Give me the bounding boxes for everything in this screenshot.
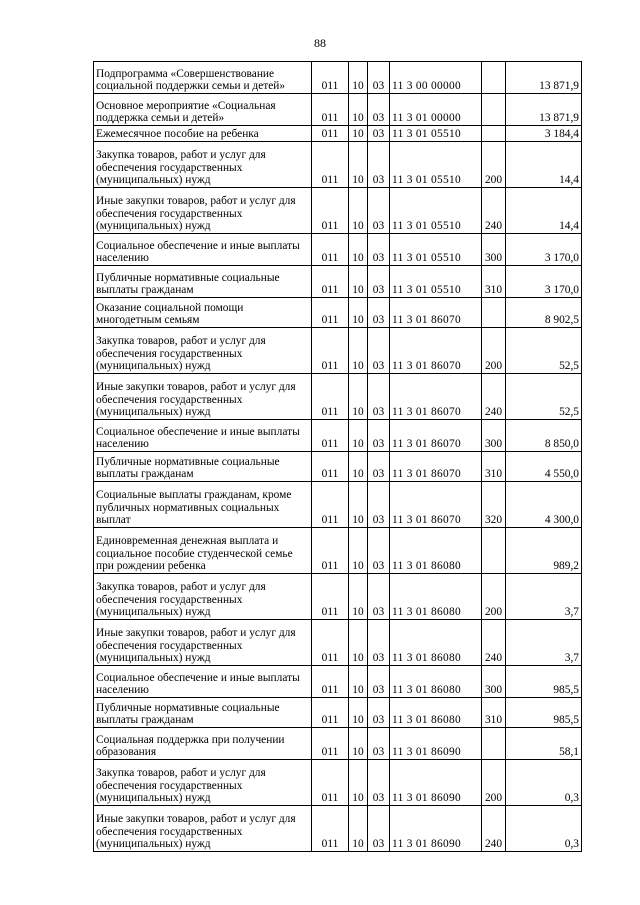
target-article-code: 11 3 01 86090	[390, 806, 482, 852]
row-name: Публичные нормативные социальные выплаты гражданам	[94, 698, 312, 728]
amount: 0,3	[506, 806, 582, 852]
row-name: Иные закупки товаров, работ и услуг для обеспечения государственных (муниципальных) нужд	[94, 806, 312, 852]
subsection-code: 03	[368, 94, 390, 126]
section-code: 10	[349, 266, 368, 298]
section-code: 10	[349, 482, 368, 528]
amount: 4 300,0	[506, 482, 582, 528]
expense-type-code: 300	[482, 420, 506, 452]
target-article-code: 11 3 01 05510	[390, 266, 482, 298]
expense-type-code	[482, 728, 506, 760]
ministry-code: 011	[312, 94, 349, 126]
table-row	[94, 328, 582, 374]
expense-type-code: 200	[482, 142, 506, 188]
ministry-code: 011	[312, 806, 349, 852]
expense-type-code: 200	[482, 574, 506, 620]
table-row	[94, 620, 582, 666]
row-name: Социальное обеспечение и иные выплаты населению	[94, 666, 312, 698]
amount: 13 871,9	[506, 62, 582, 94]
expense-type-code	[482, 528, 506, 574]
amount: 8 902,5	[506, 298, 582, 328]
expense-type-code: 200	[482, 328, 506, 374]
table-row	[94, 666, 582, 698]
expense-type-code	[482, 62, 506, 94]
table-row	[94, 188, 582, 234]
section-code: 10	[349, 452, 368, 482]
amount: 13 871,9	[506, 94, 582, 126]
subsection-code: 03	[368, 62, 390, 94]
amount: 58,1	[506, 728, 582, 760]
amount: 3,7	[506, 620, 582, 666]
subsection-code: 03	[368, 328, 390, 374]
expense-type-code: 320	[482, 482, 506, 528]
table-row	[94, 482, 582, 528]
expense-type-code: 310	[482, 698, 506, 728]
target-article-code: 11 3 01 86070	[390, 420, 482, 452]
section-code: 10	[349, 62, 368, 94]
expense-type-code: 240	[482, 374, 506, 420]
row-name: Социальные выплаты гражданам, кроме публичных нормативных социальных выплат	[94, 482, 312, 528]
subsection-code: 03	[368, 482, 390, 528]
ministry-code: 011	[312, 142, 349, 188]
target-article-code: 11 3 01 86080	[390, 620, 482, 666]
amount: 3 170,0	[506, 266, 582, 298]
subsection-code: 03	[368, 806, 390, 852]
ministry-code: 011	[312, 574, 349, 620]
subsection-code: 03	[368, 142, 390, 188]
target-article-code: 11 3 01 86090	[390, 760, 482, 806]
table-row	[94, 142, 582, 188]
amount: 989,2	[506, 528, 582, 574]
subsection-code: 03	[368, 760, 390, 806]
target-article-code: 11 3 01 86080	[390, 698, 482, 728]
ministry-code: 011	[312, 698, 349, 728]
subsection-code: 03	[368, 420, 390, 452]
target-article-code: 11 3 01 86080	[390, 666, 482, 698]
section-code: 10	[349, 420, 368, 452]
section-code: 10	[349, 620, 368, 666]
table-row	[94, 126, 582, 142]
page-number: 88	[314, 36, 326, 50]
ministry-code: 011	[312, 266, 349, 298]
expense-type-code: 300	[482, 666, 506, 698]
table-row	[94, 452, 582, 482]
ministry-code: 011	[312, 620, 349, 666]
target-article-code: 11 3 01 86080	[390, 528, 482, 574]
row-name: Закупка товаров, работ и услуг для обеспечения государственных (муниципальных) нужд	[94, 574, 312, 620]
amount: 14,4	[506, 188, 582, 234]
table-row	[94, 528, 582, 574]
ministry-code: 011	[312, 62, 349, 94]
section-code: 10	[349, 374, 368, 420]
amount: 4 550,0	[506, 452, 582, 482]
table-row	[94, 760, 582, 806]
expense-type-code	[482, 126, 506, 142]
row-name: Ежемесячное пособие на ребенка	[94, 126, 312, 142]
target-article-code: 11 3 01 86080	[390, 574, 482, 620]
subsection-code: 03	[368, 234, 390, 266]
budget-table	[93, 61, 582, 852]
subsection-code: 03	[368, 126, 390, 142]
section-code: 10	[349, 574, 368, 620]
section-code: 10	[349, 126, 368, 142]
ministry-code: 011	[312, 528, 349, 574]
row-name: Единовременная денежная выплата и социальное пособие студенческой семье при рождении ребенка	[94, 528, 312, 574]
ministry-code: 011	[312, 298, 349, 328]
subsection-code: 03	[368, 298, 390, 328]
target-article-code: 11 3 01 86070	[390, 452, 482, 482]
row-name: Иные закупки товаров, работ и услуг для обеспечения государственных (муниципальных) нужд	[94, 620, 312, 666]
amount: 14,4	[506, 142, 582, 188]
row-name: Публичные нормативные социальные выплаты гражданам	[94, 266, 312, 298]
row-name: Оказание социальной помощи многодетным семьям	[94, 298, 312, 328]
row-name: Основное мероприятие «Социальная поддержка семьи и детей»	[94, 94, 312, 126]
table-row	[94, 574, 582, 620]
amount: 8 850,0	[506, 420, 582, 452]
row-name: Подпрограмма «Совершенствование социальной поддержки семьи и детей»	[94, 62, 312, 94]
expense-type-code: 300	[482, 234, 506, 266]
expense-type-code: 240	[482, 806, 506, 852]
section-code: 10	[349, 234, 368, 266]
row-name: Социальная поддержка при получении образования	[94, 728, 312, 760]
target-article-code: 11 3 01 86070	[390, 482, 482, 528]
row-name: Иные закупки товаров, работ и услуг для обеспечения государственных (муниципальных) нужд	[94, 374, 312, 420]
ministry-code: 011	[312, 126, 349, 142]
table-row	[94, 374, 582, 420]
table-row	[94, 94, 582, 126]
table-row	[94, 62, 582, 94]
amount: 3,7	[506, 574, 582, 620]
section-code: 10	[349, 94, 368, 126]
subsection-code: 03	[368, 574, 390, 620]
subsection-code: 03	[368, 528, 390, 574]
amount: 3 170,0	[506, 234, 582, 266]
row-name: Социальное обеспечение и иные выплаты населению	[94, 420, 312, 452]
row-name: Закупка товаров, работ и услуг для обеспечения государственных (муниципальных) нужд	[94, 328, 312, 374]
ministry-code: 011	[312, 666, 349, 698]
table-row	[94, 266, 582, 298]
ministry-code: 011	[312, 328, 349, 374]
target-article-code: 11 3 00 00000	[390, 62, 482, 94]
amount: 985,5	[506, 698, 582, 728]
amount: 52,5	[506, 328, 582, 374]
target-article-code: 11 3 01 05510	[390, 188, 482, 234]
section-code: 10	[349, 142, 368, 188]
target-article-code: 11 3 01 86070	[390, 298, 482, 328]
table-row	[94, 806, 582, 852]
expense-type-code	[482, 94, 506, 126]
row-name: Публичные нормативные социальные выплаты гражданам	[94, 452, 312, 482]
amount: 0,3	[506, 760, 582, 806]
amount: 3 184,4	[506, 126, 582, 142]
ministry-code: 011	[312, 452, 349, 482]
amount: 985,5	[506, 666, 582, 698]
target-article-code: 11 3 01 86090	[390, 728, 482, 760]
table-row	[94, 698, 582, 728]
subsection-code: 03	[368, 374, 390, 420]
ministry-code: 011	[312, 374, 349, 420]
target-article-code: 11 3 01 05510	[390, 142, 482, 188]
target-article-code: 11 3 01 00000	[390, 94, 482, 126]
table-row	[94, 298, 582, 328]
ministry-code: 011	[312, 188, 349, 234]
ministry-code: 011	[312, 760, 349, 806]
expense-type-code: 310	[482, 266, 506, 298]
section-code: 10	[349, 666, 368, 698]
section-code: 10	[349, 728, 368, 760]
subsection-code: 03	[368, 452, 390, 482]
section-code: 10	[349, 760, 368, 806]
target-article-code: 11 3 01 05510	[390, 234, 482, 266]
subsection-code: 03	[368, 188, 390, 234]
target-article-code: 11 3 01 86070	[390, 374, 482, 420]
target-article-code: 11 3 01 05510	[390, 126, 482, 142]
subsection-code: 03	[368, 266, 390, 298]
section-code: 10	[349, 806, 368, 852]
table-row	[94, 728, 582, 760]
section-code: 10	[349, 298, 368, 328]
row-name: Социальное обеспечение и иные выплаты населению	[94, 234, 312, 266]
expense-type-code: 310	[482, 452, 506, 482]
expense-type-code: 200	[482, 760, 506, 806]
section-code: 10	[349, 188, 368, 234]
row-name: Закупка товаров, работ и услуг для обеспечения государственных (муниципальных) нужд	[94, 760, 312, 806]
row-name: Иные закупки товаров, работ и услуг для обеспечения государственных (муниципальных) нужд	[94, 188, 312, 234]
amount: 52,5	[506, 374, 582, 420]
table-row	[94, 234, 582, 266]
row-name: Закупка товаров, работ и услуг для обеспечения государственных (муниципальных) нужд	[94, 142, 312, 188]
ministry-code: 011	[312, 420, 349, 452]
expense-type-code	[482, 298, 506, 328]
expense-type-code: 240	[482, 620, 506, 666]
subsection-code: 03	[368, 620, 390, 666]
ministry-code: 011	[312, 728, 349, 760]
section-code: 10	[349, 528, 368, 574]
ministry-code: 011	[312, 482, 349, 528]
subsection-code: 03	[368, 698, 390, 728]
expense-type-code: 240	[482, 188, 506, 234]
target-article-code: 11 3 01 86070	[390, 328, 482, 374]
subsection-code: 03	[368, 666, 390, 698]
subsection-code: 03	[368, 728, 390, 760]
section-code: 10	[349, 328, 368, 374]
section-code: 10	[349, 698, 368, 728]
ministry-code: 011	[312, 234, 349, 266]
table-row	[94, 420, 582, 452]
